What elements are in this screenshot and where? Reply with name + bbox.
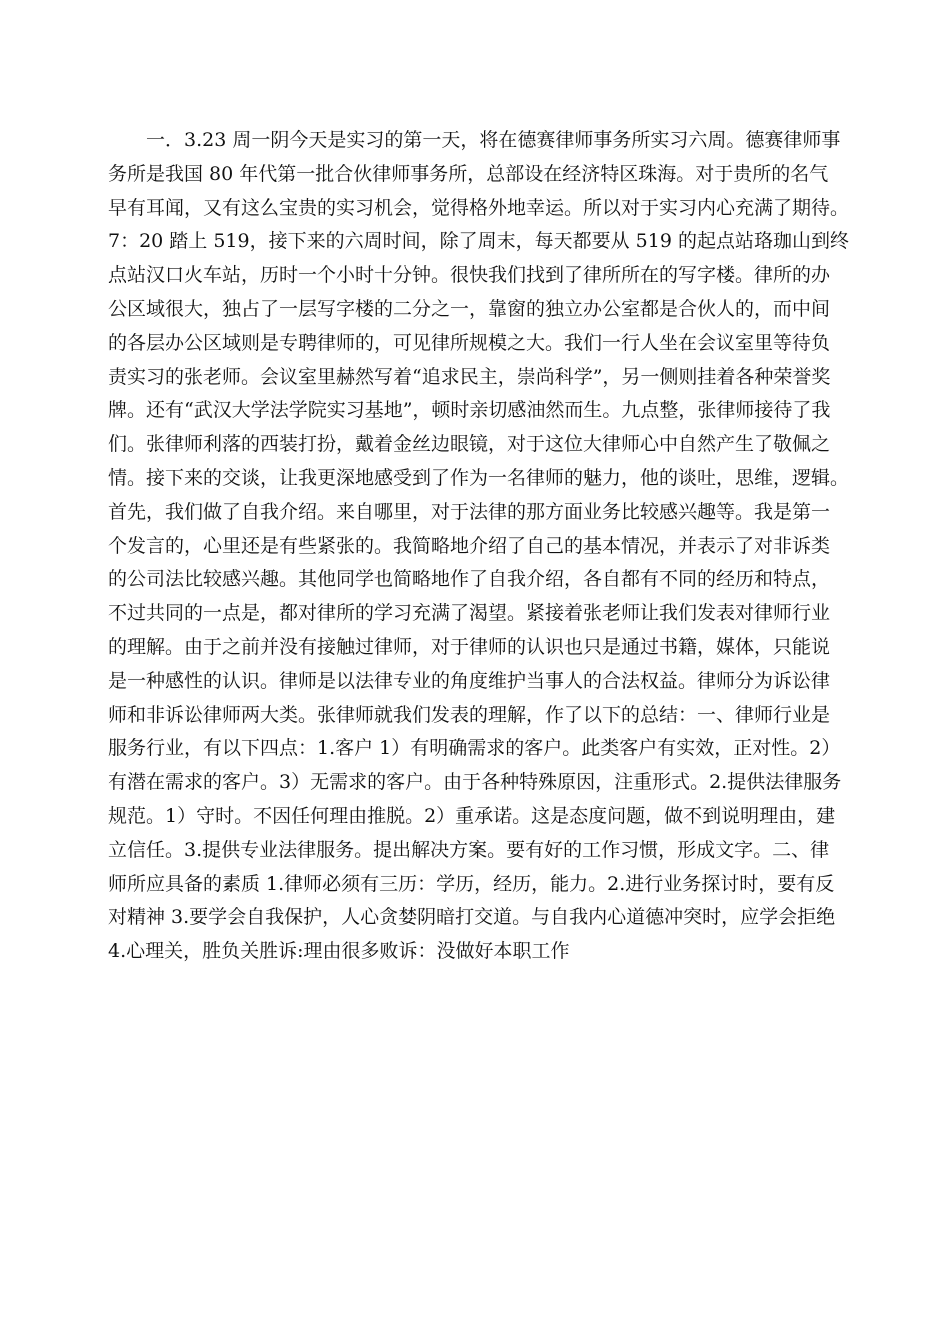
text-line: 不过共同的一点是，都对律所的学习充满了渴望。紧接着张老师让我们发表对律师行业 — [108, 602, 831, 625]
text-line: 师和非诉讼律师两大类。张律师就我们发表的理解，作了以下的总结：一、律师行业是 — [108, 703, 831, 726]
text-line: 情。接下来的交谈，让我更深地感受到了作为一名律师的魅力，他的谈吐，思维，逻辑。 — [108, 466, 850, 489]
text-line: 首先，我们做了自我介绍。来自哪里，对于法律的那方面业务比较感兴趣等。我是第一 — [108, 500, 831, 523]
text-line: 的公司法比较感兴趣。其他同学也简略地作了自我介绍，各自都有不同的经历和特点， — [108, 568, 831, 591]
text-line: 立信任。3.提供专业法律服务。提出解决方案。要有好的工作习惯，形成文字。二、律 — [108, 838, 830, 861]
text-line: 有潜在需求的客户。3）无需求的客户。由于各种特殊原因，注重形式。2.提供法律服务 — [108, 771, 842, 794]
text-line: 一．3.23 周一阴今天是实习的第一天，将在德赛律师事务所实习六周。德赛律师事 — [108, 129, 841, 151]
text-line: 公区域很大，独占了一层写字楼的二分之一，靠窗的独立办公室都是合伙人的，而中间 — [108, 297, 831, 320]
text-line: 服务行业，有以下四点：1.客户 1）有明确需求的客户。此类客户有实效，正对性。2） — [108, 737, 841, 760]
text-line: 规范。1）守时。不因任何理由推脱。2）重承诺。这是态度问题，做不到说明理由，建 — [108, 804, 836, 827]
body-paragraph — [108, 124, 848, 969]
text-line: 的各层办公区域则是专聘律师的，可见律所规模之大。我们一行人坐在会议室里等待负 — [108, 331, 831, 354]
text-line: 点站汉口火车站，历时一个小时十分钟。很快我们找到了律所所在的写字楼。律所的办 — [108, 264, 831, 287]
text-line: 7：20 踏上 519，接下来的六周时间，除了周末，每天都要从 519 的起点站珞珈山到终 — [108, 230, 849, 253]
text-line: 4.心理关，胜负关胜诉:理由很多败诉：没做好本职工作 — [108, 940, 570, 963]
text-line: 师所应具备的素质 1.律师必须有三历：学历，经历，能力。2.进行业务探讨时，要有反 — [108, 872, 835, 895]
text-line: 对精神 3.要学会自我保护，人心贪婪阴暗打交道。与自我内心道德冲突时，应学会拒绝 — [108, 906, 836, 929]
text-line: 务所是我国 80 年代第一批合伙律师事务所，总部设在经济特区珠海。对于贵所的名气 — [108, 162, 829, 185]
text-line: 是一种感性的认识。律师是以法律专业的角度维护当事人的合法权益。律师分为诉讼律 — [108, 669, 831, 692]
text-line: 责实习的张老师。会议室里赫然写着“追求民主，崇尚科学”，另一侧则挂着各种荣誉奖 — [108, 365, 831, 388]
text-line: 的理解。由于之前并没有接触过律师，对于律师的认识也只是通过书籍，媒体，只能说 — [108, 635, 831, 658]
text-line: 个发言的，心里还是有些紧张的。我简略地介绍了自己的基本情况，并表示了对非诉类 — [108, 534, 831, 557]
text-line: 早有耳闻，又有这么宝贵的实习机会，觉得格外地幸运。所以对于实习内心充满了期待。 — [108, 196, 850, 219]
text-line: 牌。还有“武汉大学法学院实习基地”，顿时亲切感油然而生。九点整，张律师接待了我 — [108, 399, 831, 422]
text-line: 们。张律师利落的西装打扮，戴着金丝边眼镜，对于这位大律师心中自然产生了敬佩之 — [108, 433, 831, 456]
